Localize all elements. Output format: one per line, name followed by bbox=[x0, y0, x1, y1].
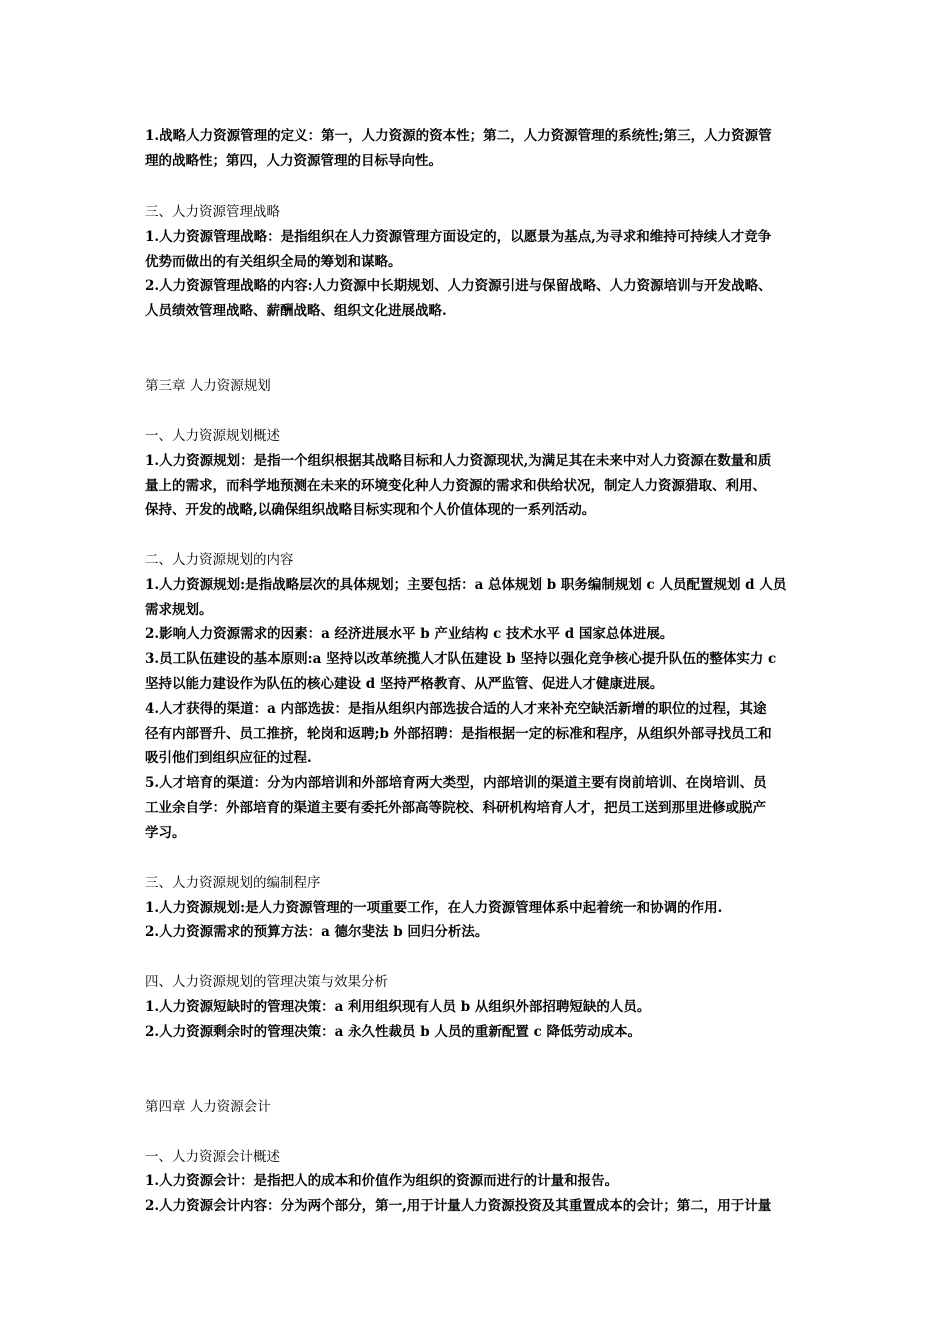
text-line: 2.人力资源剩余时的管理决策：a 永久性裁员 b 人员的重新配置 c 降低劳动成本。 bbox=[145, 1024, 641, 1040]
text-line: 1.人力资源规划:是人力资源管理的一项重要工作，在人力资源管理体系中起着统一和协调的作用. bbox=[145, 900, 723, 916]
section-heading: 二、人力资源规划的内容 bbox=[145, 552, 294, 568]
text-line: 3.员工队伍建设的基本原则:a 坚持以改革统揽人才队伍建设 b 坚持以强化竞争核心提升队伍的整体实力 c bbox=[145, 651, 777, 667]
text-line: 工业余自学：外部培育的渠道主要有委托外部高等院校、科研机构培育人才，把员工送到那里进修或脱产 bbox=[145, 800, 766, 816]
text-line: 1.人力资源规划:是指战略层次的具体规划；主要包括：a 总体规划 b 职务编制规划 c 人员配置规划 d 人员 bbox=[145, 577, 787, 593]
text-line: 人员绩效管理战略、薪酬战略、组织文化进展战略. bbox=[145, 303, 447, 319]
text-line: 2.人力资源需求的预算方法：a 德尔斐法 b 回归分析法。 bbox=[145, 924, 489, 940]
text-line: 量上的需求，而科学地预测在未来的环境变化种人力资源的需求和供给状况，制定人力资源猎取、利用、 bbox=[145, 478, 766, 494]
section-heading: 一、人力资源规划概述 bbox=[145, 428, 280, 444]
text-line: 吸引他们到组织应征的过程. bbox=[145, 750, 312, 766]
text-line: 理的战略性；第四，人力资源管理的目标导向性。 bbox=[145, 153, 442, 169]
text-line: 5.人才培育的渠道：分为内部培训和外部培育两大类型，内部培训的渠道主要有岗前培训、在岗培训、员 bbox=[145, 775, 767, 791]
text-line: 优势而做出的有关组织全局的筹划和谋略。 bbox=[145, 254, 402, 270]
text-line: 2.影响人力资源需求的因素：a 经济进展水平 b 产业结构 c 技术水平 d 国家总体进展。 bbox=[145, 626, 674, 642]
text-line: 学习。 bbox=[145, 825, 186, 841]
text-line: 1.人力资源短缺时的管理决策：a 利用组织现有人员 b 从组织外部招聘短缺的人员。 bbox=[145, 999, 651, 1015]
text-line: 1.战略人力资源管理的定义：第一，人力资源的资本性；第二，人力资源管理的系统性;第三，人力资源管 bbox=[145, 128, 772, 144]
text-line: 1.人力资源会计：是指把人的成本和价值作为组织的资源而进行的计量和报告。 bbox=[145, 1173, 619, 1189]
section-heading: 三、人力资源规划的编制程序 bbox=[145, 875, 321, 891]
text-line: 坚持以能力建设作为队伍的核心建设 d 坚持严格教育、从严监管、促进人才健康进展。 bbox=[145, 676, 664, 692]
section-heading: 四、人力资源规划的管理决策与效果分析 bbox=[145, 974, 388, 990]
section-heading: 一、人力资源会计概述 bbox=[145, 1149, 280, 1165]
text-line: 需求规划。 bbox=[145, 602, 213, 618]
chapter-heading: 第三章 人力资源规划 bbox=[145, 378, 271, 394]
text-line: 1.人力资源规划：是指一个组织根据其战略目标和人力资源现状,为满足其在未来中对人力资源在数量和质 bbox=[145, 453, 772, 469]
text-line: 4.人才获得的渠道：a 内部选拔：是指从组织内部选拔合适的人才来补充空缺活新增的职位的过程，其途 bbox=[145, 701, 767, 717]
text-line: 2.人力资源会计内容：分为两个部分，第一,用于计量人力资源投资及其重置成本的会计；第二，用于计量 bbox=[145, 1198, 772, 1214]
chapter-heading: 第四章 人力资源会计 bbox=[145, 1099, 271, 1115]
text-line: 2.人力资源管理战略的内容:人力资源中长期规划、人力资源引进与保留战略、人力资源培训与开发战略、 bbox=[145, 278, 772, 294]
text-line: 保持、开发的战略,以确保组织战略目标实现和个人价值体现的一系列活动。 bbox=[145, 502, 596, 518]
text-line: 1.人力资源管理战略：是指组织在人力资源管理方面设定的，以愿景为基点,为寻求和维持可持续人才竞争 bbox=[145, 229, 772, 245]
text-line: 径有内部晋升、员工推挤，轮岗和返聘;b 外部招聘：是指根据一定的标准和程序，从组织外部寻找员工和 bbox=[145, 726, 772, 742]
section-heading: 三、人力资源管理战略 bbox=[145, 204, 280, 220]
